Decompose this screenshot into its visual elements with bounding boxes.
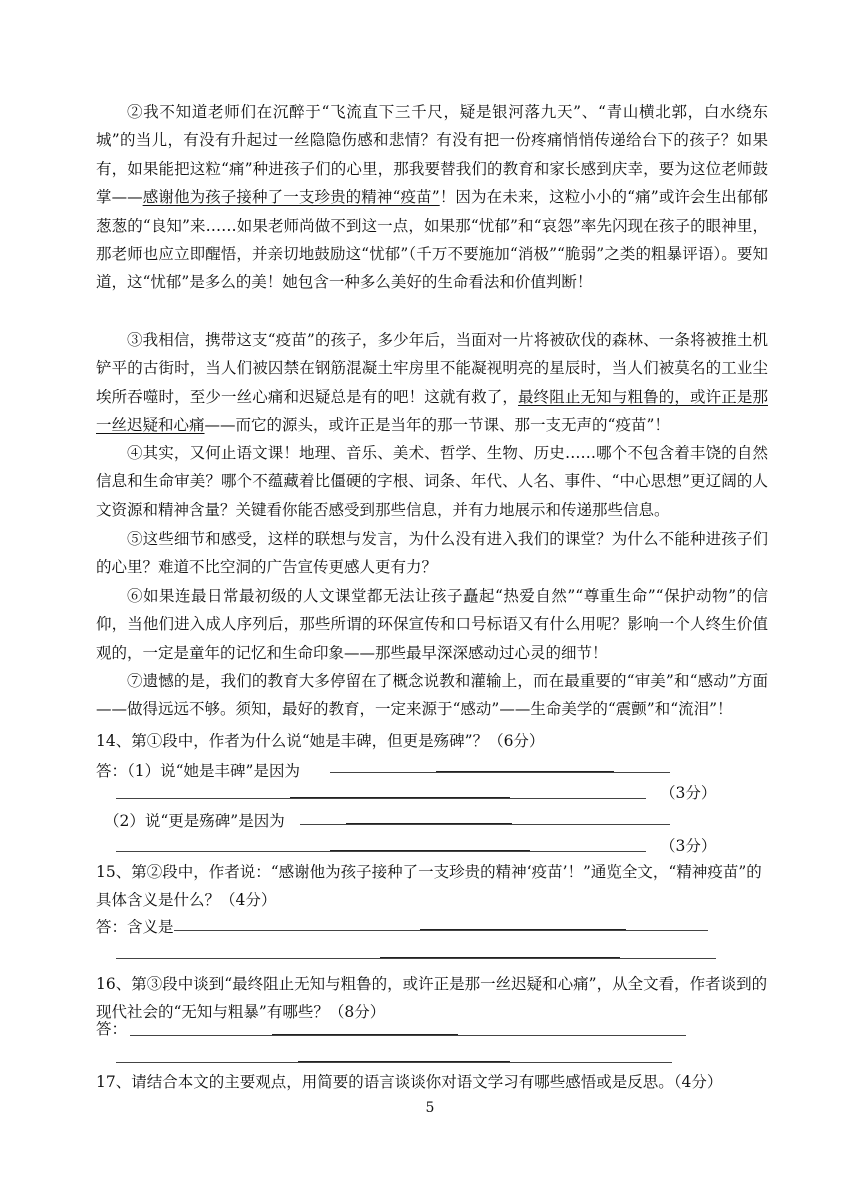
q16-answer-line-a[interactable] — [130, 1035, 686, 1036]
paragraph-3-text-b: ——而它的源头，或许正是当年的那一节课、那一支无声的“疫苗”！ — [204, 416, 670, 435]
paragraph-6: ⑥如果连最日常最初级的人文课堂都无法让孩子矗起“热爱自然”“尊重生命”“保护动物”的信仰，当他们进入成人序列后，那些所谓的环保宣传和口号标语又有什么用呢？影响一个人终生价值观的，一定是童年的记忆和生命印象——那些最早深深感动过心灵的细节！ — [96, 587, 768, 662]
paragraph-3 — [96, 326, 768, 440]
paragraph-2-underlined: 感谢他为孩子接种了一支珍贵的精神“疫苗” — [142, 188, 440, 207]
paragraph-2-text-a: ②我不知道老师们在沉醉于“飞流直下三千尺，疑是银河落九天”、“青山横北郭，白水绕东城”的当儿，有没有升起过一丝隐隐伤感和悲情？有没有把一份疼痛悄悄传递给台下的孩子？如果有，如果能把这粒“痛”种进孩子们的心里，那我要替我们的教育和家长感到庆幸，要为这位老师鼓掌—— — [96, 103, 768, 207]
question-15: 15、第②段中，作者说：“感谢他为孩子接种了一支珍贵的精神‘疫苗’！”通览全文，“精神疫苗”的具体含义是什么？（4分） — [96, 863, 762, 909]
q15-answer-line-a[interactable] — [174, 930, 708, 931]
q15-answer-line-b — [420, 929, 626, 930]
q14-answer-1-line-c[interactable] — [116, 798, 646, 799]
paragraph-4: ④其实，又何止语文课！地理、音乐、美术、哲学、生物、历史……哪个不包含着丰饶的自然信息和生命审美？哪个不蕴藏着比僵硬的字根、词条、年代、人名、事件、“中心思想”更辽阔的人文资源和精神含量？关键看你能否感受到那些信息，并有力地展示和传递那些信息。 — [96, 444, 768, 519]
q14-answer-2-label: （2）说“更是殇碑”是因为 — [104, 812, 285, 830]
paragraph-2 — [96, 98, 768, 297]
q15-answer-label: 答：含义是 — [96, 918, 174, 936]
paragraph-5: ⑤这些细节和感受，这样的联想与发言，为什么没有进入我们的课堂？为什么不能种进孩子们的心里？难道不比空洞的广告宣传更感人更有力？ — [96, 530, 768, 577]
q14-answer-1-label: 答：（1）说“她是丰碑”是因为 — [96, 762, 300, 780]
question-16: 16、第③段中谈到“最终阻止无知与粗鲁的，或许正是那一丝迟疑和心痛”，从全文看，作者谈到的现代社会的“无知与粗暴”有哪些？（8分） — [96, 975, 768, 1021]
q16-answer-line-d — [298, 1061, 510, 1062]
q14-answer-1-line-a[interactable] — [330, 772, 670, 773]
paragraph-3-text-a: ③我相信，携带这支“疫苗”的孩子，多少年后，当面对一片将被砍伐的森林、一条将被推土机铲平的古街时，当人们被囚禁在钢筋混凝土牢房里不能凝视明亮的星辰时，当人们被莫名的工业尘埃所吞噬时，至少一丝心痛和迟疑总是有的吧！这就有救了， — [96, 331, 768, 406]
q14-answer-2-line-c[interactable] — [116, 851, 646, 852]
q14-answer-2-line-b — [346, 823, 512, 824]
q14-score-2: （3分） — [660, 837, 717, 855]
q16-answer-line-b — [272, 1034, 458, 1035]
q14-answer-1-line-b — [436, 771, 614, 772]
q14-answer-2-line-d — [330, 850, 530, 851]
q14-answer-2-line-a[interactable] — [300, 824, 670, 825]
paragraph-2-text-b: ！因为在未来，这粒小小的“痛”或许会生出郁郁葱葱的“良知”来……如果老师尚做不到这一点，如果那“忧郁”和“哀怨”率先闪现在孩子的眼神里，那老师也应立即醒悟，并亲切地鼓励这“忧郁”（千万不要施加“消极”“脆弱”之类的粗暴评语）。要知道，这“忧郁”是多么的美！她包含一种多么美好的生命看法和价值判断！ — [96, 188, 768, 292]
question-17: 17、请结合本文的主要观点，用简要的语言谈谈你对语文学习有哪些感悟或是反思。（4分） — [96, 1073, 723, 1091]
q16-answer-label: 答： — [96, 1020, 128, 1038]
q15-answer-line-d — [380, 957, 620, 958]
paragraph-7: ⑦遗憾的是，我们的教育大多停留在了概念说教和灌输上，而在最重要的“审美”和“感动”方面——做得远远不够。须知，最好的教育，一定来源于“感动”——生命美学的“震颤”和“流泪”！ — [96, 672, 768, 719]
q15-answer-line-c[interactable] — [116, 958, 716, 959]
q14-answer-1-line-d — [290, 797, 510, 798]
q16-answer-line-c[interactable] — [116, 1062, 672, 1063]
question-14: 14、第①段中，作者为什么说“她是丰碑，但更是殇碑”？（6分） — [96, 732, 545, 750]
q14-score-1: （3分） — [660, 784, 717, 802]
paragraph-3-underlined: 最终阻止无知与粗鲁的，或许正是那一丝迟疑和心痛 — [96, 387, 768, 435]
page-number: 5 — [425, 1100, 435, 1116]
